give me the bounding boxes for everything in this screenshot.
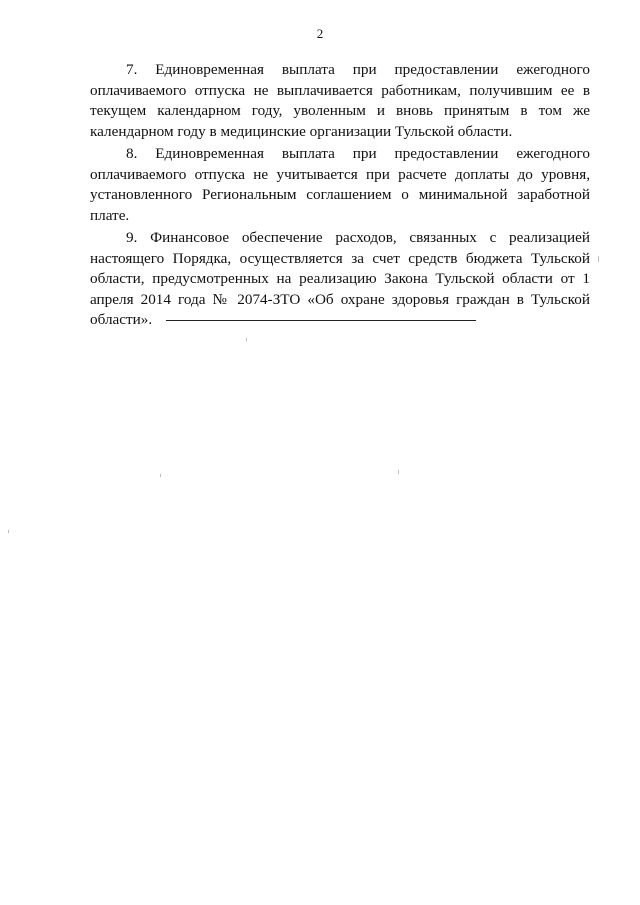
scan-artifact	[398, 470, 399, 474]
scan-artifact	[160, 474, 161, 477]
paragraph-7: 7. Единовременная выплата при предоставлении ежегодного оплачиваемого отпуска не выплачивается работникам, получившим ее в текущем календарном году, уволенным и вновь принятым в том же календарном году в медицинские организации Тульской области.	[90, 61, 590, 140]
scan-artifact	[246, 338, 247, 341]
scan-artifact	[598, 256, 599, 262]
document-body	[90, 60, 590, 333]
paragraph-9: 9. Финансовое обеспечение расходов, связанных с реализацией настоящего Порядка, осуществляется за счет средств бюджета Тульской области, предусмотренных на реализацию Закона Тульской области от 1 апреля 2014 года № 2074-ЗТО «Об охране здоровья граждан в Тульской области».	[90, 229, 590, 328]
paragraph-8: 8. Единовременная выплата при предоставлении ежегодного оплачиваемого отпуска не учитывается при расчете доплаты до уровня, установленного Региональным соглашением о минимальной заработной плате.	[90, 145, 590, 224]
scan-artifact	[8, 530, 9, 533]
end-divider-line	[166, 320, 476, 321]
page-number: 2	[316, 26, 324, 41]
